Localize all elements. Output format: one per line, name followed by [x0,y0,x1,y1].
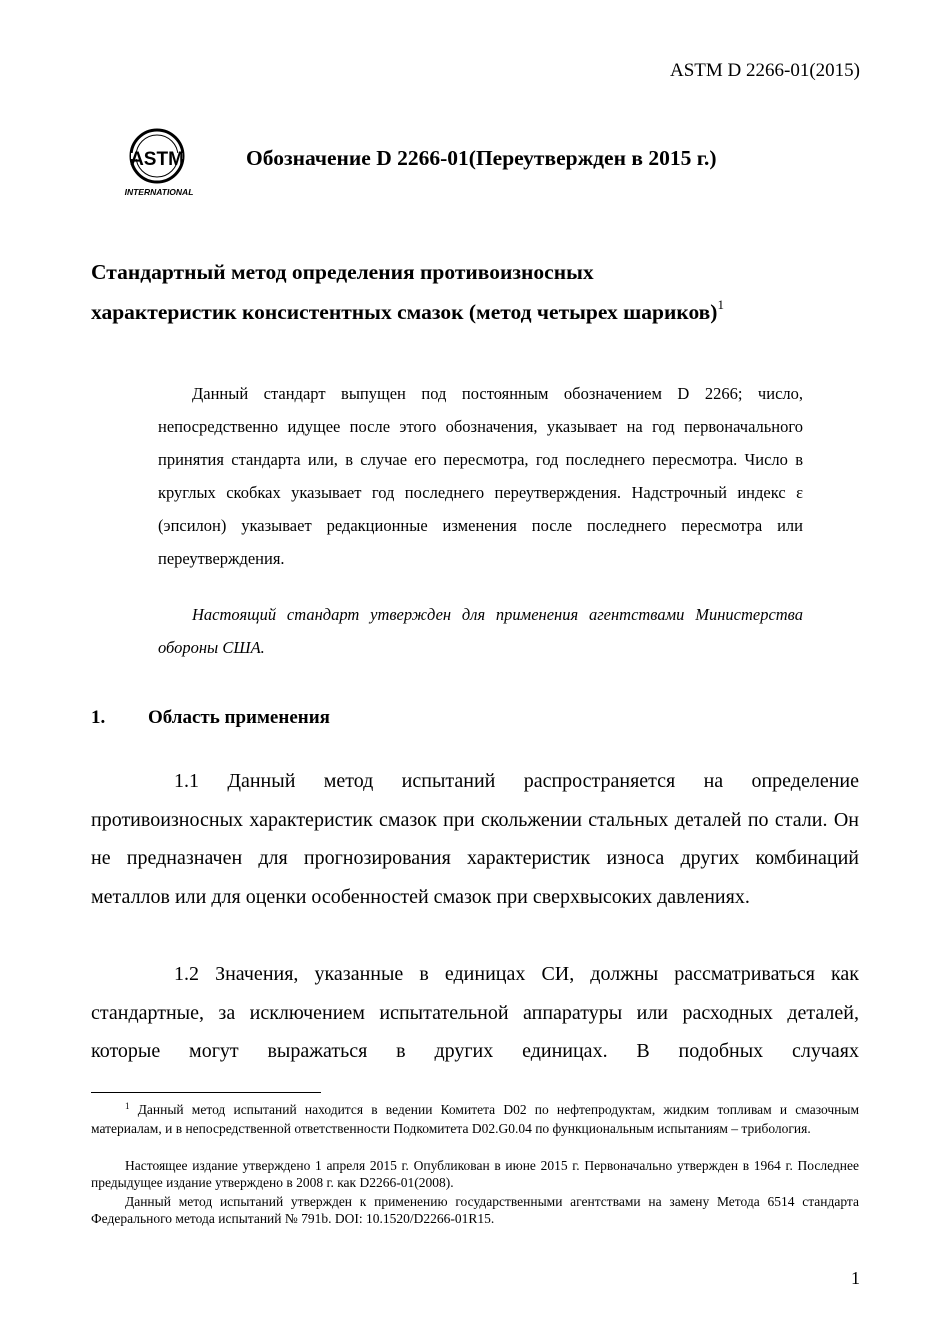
astm-logo-caption: INTERNATIONAL [124,187,194,197]
preamble-paragraph: Данный стандарт выпущен под постоянным обозначением D 2266; число, непосредственно идущее после этого обозначения, указывает на год первоначального принятия стандарта или, в случае его пересмотра, год последнего пересмотра. Число в круглых скобках указывает год последнего переутверждения. Надстрочный индекс ε (эпсилон) указывает редакционные изменения после последнего пересмотра или переутверждения. [158,384,803,568]
paragraph-1-1: 1.1 Данный метод испытаний распространяется на определение противоизносных характеристик смазок при скольжении стальных деталей по стали. Он не предназначен для прогнозирования характеристик износа других комбинаций металлов или для оценки особенностей смазок при сверхвысоких давлениях. [91,770,859,908]
footnote-1-marker: 1 [125,1101,130,1111]
page-number: 1 [851,1268,860,1288]
footnote-approval-info: Настоящее издание утверждено 1 апреля 2015 г. Опубликован в июне 2015 г. Первоначально утвержден в 1964 г. Последнее предыдущее издание утверждено в 2008 г. как D2266-01(2008). [91,1158,859,1190]
dod-approval-notice: Настоящий стандарт утвержден для применения агентствами Министерства обороны США. [158,605,803,657]
standard-designation: Обозначение D 2266-01(Переутвержден в 2015 г.) [246,146,717,170]
section-title: Область применения [148,707,330,728]
footnote-1-text: Данный метод испытаний находится в ведении Комитета D02 по нефтепродуктам, жидким топливам и смазочным материалам, и в непосредственной ответственности Подкомитета D02.G0.04 по функциональным испытаниям – трибология. [91,1102,859,1136]
paragraph-1-2: 1.2 Значения, указанные в единицах СИ, должны рассматриваться как стандартные, за исключением испытательной аппаратуры или расходных деталей, которые могут выражаться в других единицах. В подобных случаях [91,963,859,1062]
document-code-header: ASTM D 2266-01(2015) [670,60,860,81]
astm-logo-mark: ASTM [130,149,184,170]
title-line-2 [91,292,861,335]
astm-logo [117,126,201,198]
footnote-replacement-info: Данный метод испытаний утвержден к применению государственными агентствами на замену Метода 6514 стандарта Федерального метода испытаний № 791b. DOI: 10.1520/D2266-01R15. [91,1194,859,1226]
footnote-1 [91,1101,859,1137]
section-number: 1. [91,707,106,728]
title-line-1: Стандартный метод определения противоизносных [91,260,594,284]
document-title [91,252,861,335]
title-line-2-text: характеристик консистентных смазок (метод четырех шариков) [91,300,718,324]
title-footnote-ref: 1 [717,297,724,312]
footnote-separator [91,1092,321,1093]
